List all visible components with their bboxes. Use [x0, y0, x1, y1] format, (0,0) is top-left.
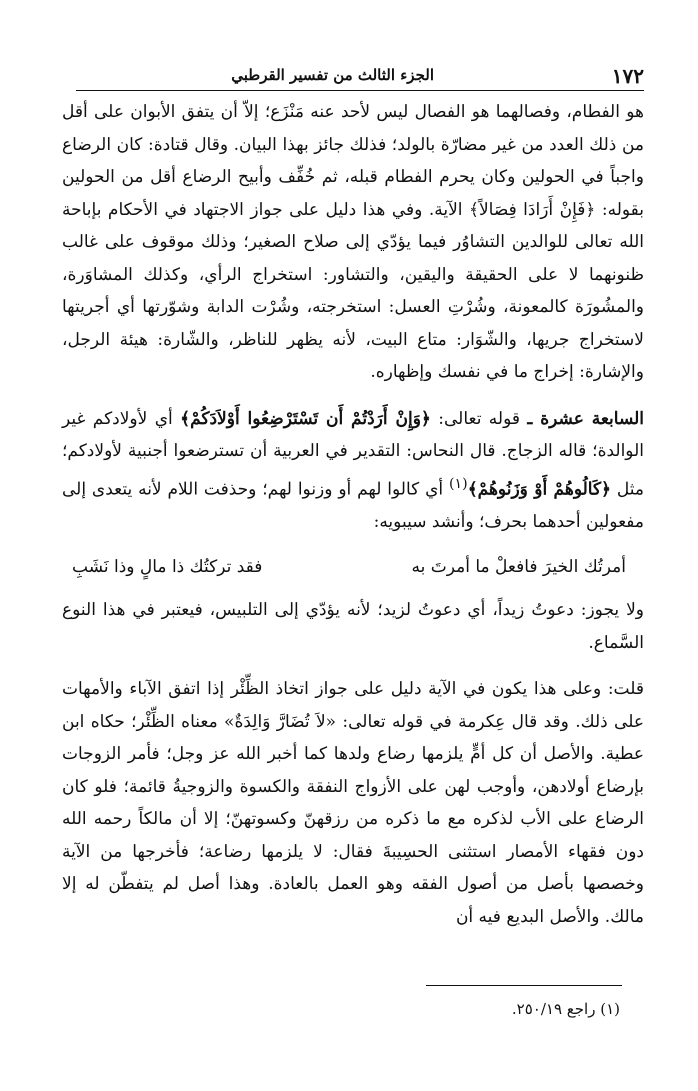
footnote: (١) راجع ٢٥٠/١٩.: [511, 1000, 620, 1018]
main-text: [62, 96, 644, 933]
poem-verse: [72, 550, 626, 584]
section-heading: السابعة عشرة ـ: [527, 408, 645, 429]
paragraph-3: ولا يجوز: دعوتُ زيداً، أي دعوتُ لزيد؛ لأنه يؤدّي إلى التلبيس، فيعتبر في هذا النوع السَّماع.: [62, 600, 644, 653]
page-header: [76, 62, 644, 91]
page-number: ١٧٢: [611, 64, 644, 88]
verse-intro: قوله تعالى:: [438, 408, 521, 429]
quran-verse: ﴿وَإِنْ أَرَدْتُمْ أَن تَسْتَرْضِعُوا أَوْلاَدَكُمْ﴾: [180, 408, 431, 429]
poem-first-hemistich: أمرتُك الخيرَ فافعلْ ما أمرتَ به: [411, 557, 626, 578]
paragraph-2: [62, 403, 644, 539]
paragraph-1: هو الفطام، وفصالهما هو الفصال ليس لأحد عنه مَنْزَع؛ إلاّ أن يتفق الأبوان على أقل من ذلك العدد من غير مضارّة بالولد؛ فذلك جائز بهذا البيان. وقال قتادة: كان الرضاع واجباً في الحولين وكان يحرم الفطام قبله، ثم خُفِّف وأبيح الرضاع أقل من الحولين بقوله: ﴿فَإِنْ أَرَادَا فِصَالاً﴾ الآية. وفي هذا دليل على جواز الاجتهاد في الأحكام بإباحة الله تعالى للوالدين التشاوُر فيما يؤدّي إلى صلاح الصغير؛ وذلك موقوف على غالب ظنونهما لا على الحقيقة واليقين، والتشاور: استخراج الرأي، وكذلك المشاوَرة، والمشُورَة كالمعونة، وشُرْتِ العسل: استخرجته، وشُرْت الدابة وشوّرتها أي أجريتها لاستخراج جريها، والشّوَار: متاع البيت، لأنه يظهر للناظر، والشّارة: هيئة الرجل، والإشارة: إخراج ما في نفسك وإظهاره.: [62, 102, 644, 382]
paragraph-2-text-a: أي لأولادكم غير الوالدة؛ قاله الزجاج. قال النحاس: التقدير في العربية أن تسترضعوا أجنبية لأولادكم؛ مثل: [62, 408, 644, 500]
paragraph-2-text-b: أي كالوا لهم أو وزنوا لهم؛ وحذفت اللام لأنه يتعدى إلى مفعولين أحدهما بحرف؛ وأنشد سيبويه:: [62, 479, 644, 532]
footnote-divider: [426, 985, 622, 986]
running-title: الجزء الثالث من تفسير القرطبي: [231, 66, 434, 84]
poem-second-hemistich: فقد تركتُك ذا مالٍ وذا نَشَبِ: [72, 557, 263, 578]
paragraph-4: قلت: وعلى هذا يكون في الآية دليل على جواز اتخاذ الظِّئْر إذا اتفق الآباء والأمهات على ذلك. وقد قال عِكرمة في قوله تعالى: «لاَ تُضَارَّ وَالِدَةٌ» معناه الظِّئْر؛ حكاه ابن عطية. والأصل أن كل أمٍّ يلزمها رضاع ولدها كما أخبر الله عز وجل؛ فأمر الزوجات بإرضاع أولادهن، وأوجب لهن على الأزواج النفقة والكسوة والزوجيةُ قائمة؛ فلو كان الرضاع على الأب لذكره مع ما ذكره من رزقهنّ وكسوتهنّ؛ إلا أن مالكاً رحمه الله دون فقهاء الأمصار استثنى الحسِيبةَ فقال: لا يلزمها رضاعة؛ فأخرجها من الآية وخصصها بأصل من أصول الفقه وهو العمل بالعادة. وهذا أصل لم يتفطّن له إلا مالك. والأصل البديع فيه أن: [62, 679, 644, 927]
footnote-marker: (١): [449, 475, 468, 492]
quran-verse-2: ﴿كَالُوهُمْ أَوْ وَزَنُوهُمْ﴾: [467, 479, 612, 500]
